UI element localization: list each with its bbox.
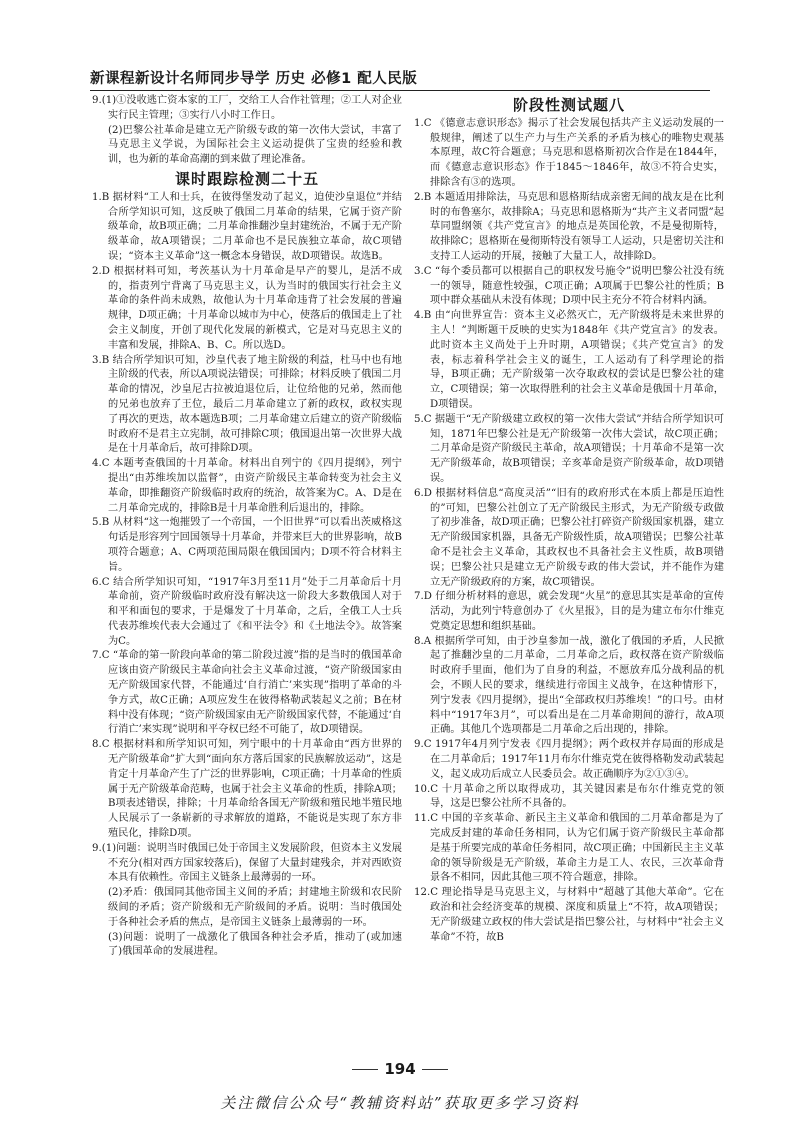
page-number-dash-right xyxy=(422,1069,448,1070)
answer-item: 9.(1)①没收逃亡资本家的工厂，交给工人合作社管理；②工人对企业实行民主管理；③实行八小时工作日。 xyxy=(92,95,402,121)
answer-item: 2.D 根据材料可知，考茨基认为十月革命是早产的婴儿，是活不成的，指责列宁背离了马克思主义，认为当时的俄国实行社会主义革命的条件尚未成熟，故他认为十月革命违背了社会发展的普遍规律，D项正确；十月革命以城市为中心，使落后的俄国走上了社会主义制度，开创了现代化发展的新模式，它是对马克思主义的丰富和发展，排除A、B、C。所以选D。 xyxy=(92,265,402,351)
answer-item: 7.D 仔细分析材料的意思，就会发现“火星”的意思其实是革命的宣传活动，为此列宁特意创办了《火星报》，目的是为建立布尔什维克党奠定思想和组织基础。 xyxy=(414,591,724,632)
footer-note: 关注微信公众号“教辅资料站”获取更多学习资料 xyxy=(220,1094,580,1112)
answer-item: 8.A 根据所学可知，由于沙皇参加一战，激化了俄国的矛盾，人民掀起了推翻沙皇的二月革命，二月革命之后，政权落在资产阶级临时政府手里面，他们为了自身的利益，不愿放弃瓜分战利品的机会，不顾人民的要求，继续进行帝国主义战争，在这种情形下，列宁发表《四月提纲》，提出“全部政权归苏维埃！”的口号。由材料中“1917年3月”，可以看出是在二月革命期间的游行，故A项正确。其他几个选项都是二月革命之后出现的，排除。 xyxy=(414,635,724,736)
answer-item: (2)巴黎公社革命是建立无产阶级专政的第一次伟大尝试，丰富了马克思主义学说，为国际社会主义运动提供了宝贵的经验和教训，也为新的革命高潮的到来做了理论准备。 xyxy=(108,124,402,166)
answer-item: (2)矛盾：俄国同其他帝国主义间的矛盾；封建地主阶级和农民阶级间的矛盾；资产阶级和无产阶级间的矛盾。说明：当时俄国处于各种社会矛盾的焦点，是帝国主义链条上最薄弱的一环。 xyxy=(108,887,402,928)
answer-item: 5.C 据题干“无产阶级建立政权的第一次伟大尝试”并结合所学知识可知，1871年巴黎公社是无产阶级第一次伟大尝试，故C项正确；二月革命是资产阶级民主革命，故A项错误；十月革命不是第一次无产阶级革命，故B项错误；辛亥革命是资产阶级革命，故D项错误。 xyxy=(414,413,724,484)
answer-item: 2.B 本题适用排除法，马克思和恩格斯结成亲密无间的战友是在比利时的布鲁塞尔，故排除A；马克思和恩格斯为“共产主义者同盟”起草同盟纲领《共产党宣言》的地点是英国伦敦，不是曼彻斯特，故排除C；恩格斯在曼彻斯特没有领导工人运动，只是密切关注和支持工人运动的开展，接触了大量工人，故排除D。 xyxy=(414,191,724,262)
answer-item: 12.C 理论指导是马克思主义，与材料中“超越了其他大革命”。它在政治和社会经济变革的规模、深度和质量上“不符，故A项错误；无产阶级建立政权的伟大尝试是指巴黎公社，与材料中“社会主义革命”不符，故B xyxy=(414,887,724,943)
section-title: 课时跟踪检测二十五 xyxy=(174,169,319,188)
answer-item: 8.C 根据材料和所学知识可知，列宁眼中的十月革命由“西方世界的无产阶级革命”扩大到“面向东方落后国家的民族解放运动”，这是肯定十月革命产生了广泛的世界影响，C项正确；十月革命的性质属于无产阶级革命范畴，也属于社会主义革命的性质，排除A项；B项表述错误，排除；十月革命给各国无产阶级和殖民地半殖民地人民展示了一条崭新的寻求解放的道路，不能说是实现了东方非殖民化，排除D项。 xyxy=(92,739,402,840)
answer-item: 6.C 结合所学知识可知，“1917年3月至11月”处于二月革命后十月革命前，资产阶级临时政府没有解决这一阶段大多数俄国人对于和平和面包的要求，于是爆发了十月革命，之后，全俄工人士兵代表苏维埃代表大会通过了《和平法令》和《土地法令》。故答案为C。 xyxy=(92,576,402,647)
answer-item: 1.C 《德意志意识形态》揭示了社会发展包括共产主义运动发展的一般规律，阐述了以生产力与生产关系的矛盾为核心的唯物史观基本原理，故C符合题意；马克思和恩格斯初次合作是在1844年，而《德意志意识形态》作于1845～1846年，故③不符合史实，排除含有③的选项。 xyxy=(414,117,724,188)
page-number-text: 194 xyxy=(384,1060,416,1078)
answer-item: 4.B 由“向世界宣告：资本主义必然灭亡，无产阶级将是未来世界的主人！”判断题干反映的史实为1848年《共产党宣言》的发表。此时资本主义尚处于上升时期，A项错误；《共产党宣言》的发表，标志着科学社会主义的诞生，工人运动有了科学理论的指导，B项正确；无产阶级第一次夺取政权的尝试是巴黎公社的建立，C项错误；第一次取得胜利的社会主义革命是俄国十月革命，D项错误。 xyxy=(414,310,724,410)
answer-item: 10.C 十月革命之所以取得成功，其关键因素是布尔什维克党的领导，这是巴黎公社所不具备的。 xyxy=(414,783,724,810)
answer-item: 7.C “革命的第一阶段向革命的第二阶段过渡”指的是当时的俄国革命应该由资产阶级民主革命向社会主义革命过渡，“资产阶级国家由无产阶级国家代替，不能通过‘自行消亡’来实现”指明了革命的斗争方式，故C正确；A项应发生在彼得格勒武装起义之前；B在材料中没有体现；“资产阶级国家由无产阶级国家代替，不能通过‘自行消亡’来实现”说明和平夺权已经不可能了，故D项错误。 xyxy=(92,650,402,736)
right-column xyxy=(414,94,724,945)
section-title: 阶段性测试题八 xyxy=(512,96,625,114)
answer-item: 3.B 结合所学知识可知，沙皇代表了地主阶级的利益，杜马中也有地主阶级的代表，所以A项说法错误；可排除；材料反映了俄国二月革命的情况，沙皇尼古拉被迫退位后，让位给他的兄弟，然而他的兄弟也放弃了王位，最后二月革命建立了新的政权，政权实现了再次的更迭，故本题选B项；二月革命建立后建立的资产阶级临时政府不是君主立宪制，故可排除C项；俄国退出第一次世界大战是在十月革命后，故可排除D项。 xyxy=(92,354,402,455)
answer-item: 5.B 从材料“这一炮摧毁了一个帝国，一个旧世界”可以看出茨威格这句话是形容列宁回国领导十月革命，并带来巨大的世界影响，故B项符合题意；A、C两项范围局限在俄国国内；D项不符合材料主旨。 xyxy=(92,517,402,573)
page-number-dash-left xyxy=(352,1069,378,1070)
page-header xyxy=(90,58,710,91)
answer-item: 1.B 据材料“工人和士兵，在彼得堡发动了起义，迫使沙皇退位”并结合所学知识可知，这反映了俄国二月革命的结果，它属于资产阶级革命，故B项正确；二月革命推翻沙皇封建统治，不属于无产阶级革命，故A项错误；二月革命也不是民族独立革命，故C项错误；“资本主义革命”这一概念本身错误，故D项错误。故选B。 xyxy=(92,191,402,262)
header-title: 新课程新设计名师同步导学 历史 必修1 配人民版 xyxy=(90,71,418,87)
answer-item: 6.D 根据材料信息“高度灵活”“旧有的政府形式在本质上都是压迫性的”可知，巴黎公社创立了无产阶级民主形式，为无产阶级专政做了初步准备，故D项正确；巴黎公社打碎资产阶级国家机器，建立无产阶级国家机器，具备无产阶级性质，故A项错误；巴黎公社革命不是社会主义革命，其政权也不具备社会主义性质，故B项错误；巴黎公社只是建立无产阶级专政的伟大尝试，并不能作为建立无产阶级政府的方案，故C项错误。 xyxy=(414,487,724,588)
answer-item: 11.C 中国的辛亥革命、新民主主义革命和俄国的二月革命都是为了完成反封建的革命任务相同，认为它们属于资产阶级民主革命都是基于所要完成的革命任务相同，故C项正确；中国新民主主义革命的领导阶级是无产阶级，革命主力是工人、农民，三次革命背景各不相同，因此其他三项不符合题意，排除。 xyxy=(414,813,724,884)
page-number xyxy=(0,1060,800,1078)
answer-item: 9.(1)问题：说明当时俄国已处于帝国主义发展阶段，但资本主义发展不充分(相对西方国家较落后)，保留了大量封建残余，并对西欧资本具有依赖性。帝国主义链条上最薄弱的一环。 xyxy=(92,842,402,884)
left-column xyxy=(92,94,402,960)
answer-item: 4.C 本题考查俄国的十月革命。材料出自列宁的《四月提纲》，列宁提出“由苏维埃加以监督”，由资产阶级民主革命转变为社会主义革命，即推翻资产阶级临时政府的统治，故答案为C。A、D是在二月革命完成的，排除B是十月革命胜利后退出的，排除。 xyxy=(92,458,402,514)
answer-item: (3)问题：说明了一战激化了俄国各种社会矛盾，推动了(或加速了)俄国革命的发展进程。 xyxy=(108,931,402,958)
answer-item: 3.C “每个委员都可以根据自己的职权发号施令”说明巴黎公社没有统一的领导，随意性较强，C项正确；A项属于巴黎公社的性质；B项中群众基础从未没有体现；D项中民主充分不符合材料内涵。 xyxy=(414,265,724,307)
answer-item: 9.C 1917年4月列宁发表《四月提纲》；两个政权并存局面的形成是在二月革命后；1917年11月布尔什维克党在彼得格勒发动武装起义，起义成功后成立人民委员会。故正确顺序为②①③④。 xyxy=(414,739,724,780)
